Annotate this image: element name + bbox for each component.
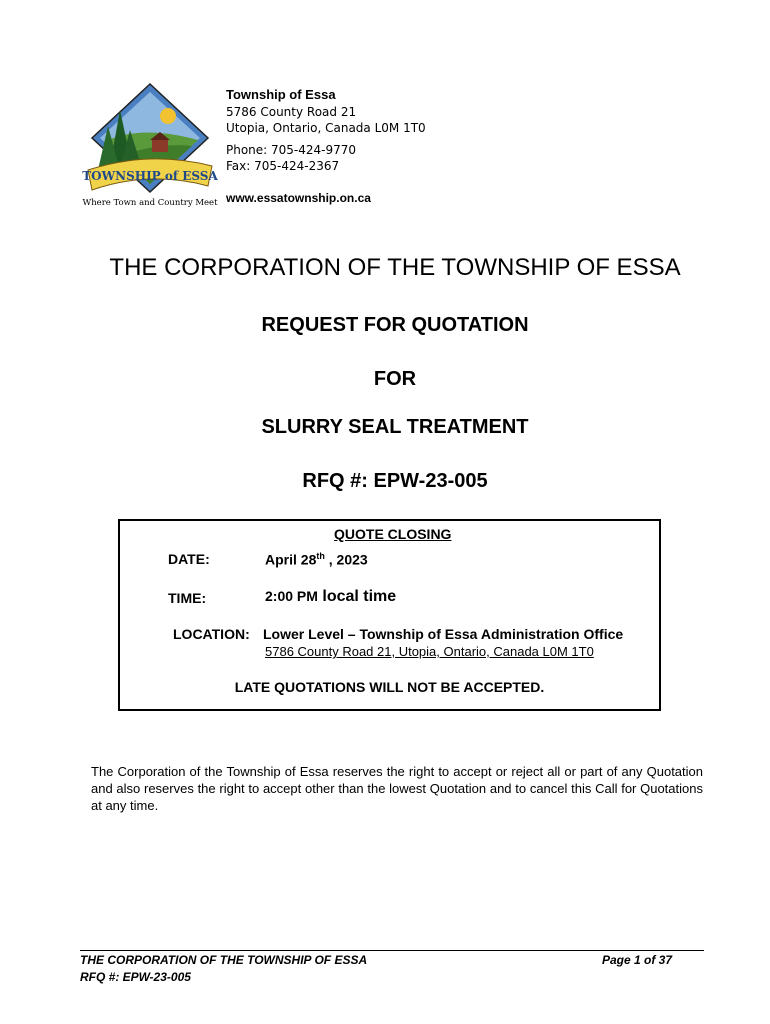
date-value: April 28th , 2023 (265, 551, 368, 568)
location-value: Lower Level – Township of Essa Administration Office (263, 626, 624, 642)
location-label: LOCATION: (173, 626, 250, 642)
quote-closing-heading: QUOTE CLOSING (334, 526, 452, 542)
footer-corporation: THE CORPORATION OF THE TOWNSHIP OF ESSA (80, 953, 368, 967)
fax: Fax: 705-424-2367 (226, 159, 340, 173)
footer-rfq: RFQ #: EPW-23-005 (80, 970, 191, 984)
late-notice: LATE QUOTATIONS WILL NOT BE ACCEPTED. (234, 679, 545, 695)
corporation-title: THE CORPORATION OF THE TOWNSHIP OF ESSA (109, 254, 681, 281)
logo-tagline: Where Town and Country Meet (82, 198, 218, 208)
time-label: TIME: (168, 590, 207, 606)
location-address: 5786 County Road 21, Utopia, Ontario, Canada L0M 1T0 (265, 644, 594, 659)
quote-closing-box (118, 519, 661, 711)
project-title: SLURRY SEAL TREATMENT (261, 416, 529, 438)
address-line1: 5786 County Road 21 (226, 105, 357, 119)
logo-banner-text: TOWNSHIP of ESSA (82, 169, 218, 183)
phone: Phone: 705-424-9770 (226, 143, 357, 157)
reservation-paragraph: The Corporation of the Township of Essa reserves the right to accept or reject all or part of any Quotation and also reserves the right to accept other than the lowest Quotation and to cancel this Call for Quotations at any time. (91, 764, 703, 813)
date-label: DATE: (168, 551, 210, 567)
page-number: Page 1 of 37 (602, 953, 673, 967)
time-value: 2:00 PM local time (265, 588, 397, 605)
township-logo (80, 80, 220, 210)
website-link[interactable]: www.essatownship.on.ca (226, 191, 371, 205)
request-title: REQUEST FOR QUOTATION (261, 314, 529, 336)
address-line2: Utopia, Ontario, Canada L0M 1T0 (226, 121, 426, 135)
for-title: FOR (373, 368, 417, 390)
rfq-number: RFQ #: EPW-23-005 (302, 470, 488, 492)
org-name: Township of Essa (226, 87, 336, 102)
footer-divider (80, 950, 704, 951)
